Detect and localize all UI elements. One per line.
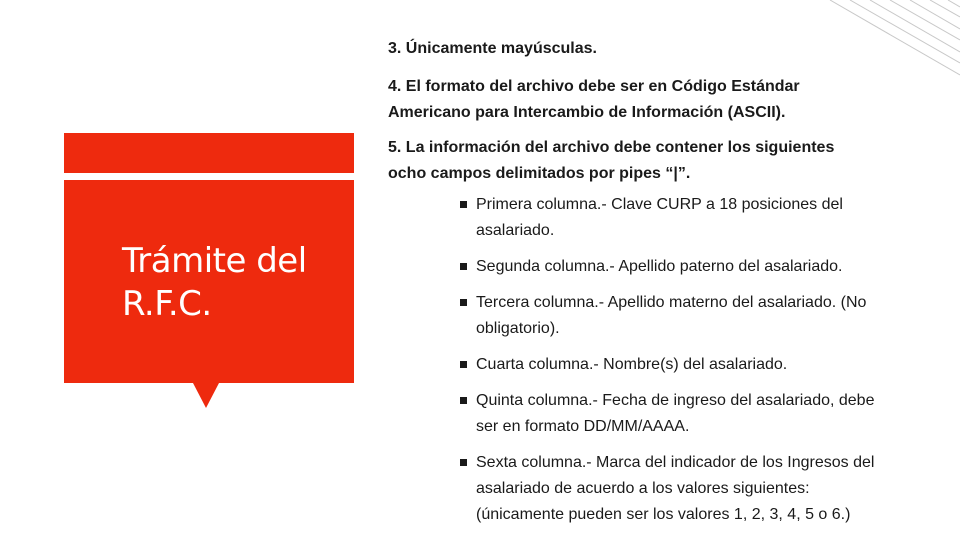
list-item-line: Quinta columna.- Fecha de ingreso del asalariado, debe <box>476 392 875 409</box>
point-5 <box>388 135 908 187</box>
list-item <box>460 388 940 440</box>
point-line: Americano para Intercambio de Información (ASCII). <box>388 104 786 121</box>
list-item <box>460 192 940 244</box>
point-3 <box>388 36 597 62</box>
title-accent-strip <box>64 133 354 173</box>
point-line: 5. La información del archivo debe contener los siguientes <box>388 139 835 156</box>
title-panel-pointer <box>193 383 219 408</box>
point-4 <box>388 74 908 126</box>
square-bullet-icon <box>460 263 467 270</box>
list-item-line: Tercera columna.- Apellido materno del asalariado. (No <box>476 294 867 311</box>
list-item <box>460 450 940 528</box>
list-item <box>460 254 940 280</box>
column-list <box>460 192 940 538</box>
point-line: 4. El formato del archivo debe ser en Código Estándar <box>388 78 800 95</box>
square-bullet-icon <box>460 459 467 466</box>
list-item-line: Sexta columna.- Marca del indicador de los Ingresos del <box>476 454 875 471</box>
slide-title-line: R.F.C. <box>122 284 212 324</box>
list-item-line: asalariado de acuerdo a los valores siguientes: <box>476 480 810 497</box>
square-bullet-icon <box>460 361 467 368</box>
list-item-line: Segunda columna.- Apellido paterno del asalariado. <box>476 258 843 275</box>
list-item-line: Cuarta columna.- Nombre(s) del asalariado. <box>476 356 788 373</box>
slide-title <box>122 240 352 326</box>
point-line: 3. Únicamente mayúsculas. <box>388 40 597 57</box>
list-item <box>460 352 940 378</box>
list-item-line: obligatorio). <box>476 320 560 337</box>
square-bullet-icon <box>460 299 467 306</box>
diagonal-lines-icon <box>810 0 960 80</box>
slide-title-line: Trámite del <box>122 241 307 281</box>
square-bullet-icon <box>460 201 467 208</box>
point-line: ocho campos delimitados por pipes “|”. <box>388 165 691 182</box>
list-item <box>460 290 940 342</box>
list-item-line: Primera columna.- Clave CURP a 18 posiciones del <box>476 196 843 213</box>
list-item-line: asalariado. <box>476 222 555 239</box>
list-item-line: (únicamente pueden ser los valores 1, 2, 3, 4, 5 o 6.) <box>476 506 851 523</box>
square-bullet-icon <box>460 397 467 404</box>
list-item-line: ser en formato DD/MM/AAAA. <box>476 418 690 435</box>
